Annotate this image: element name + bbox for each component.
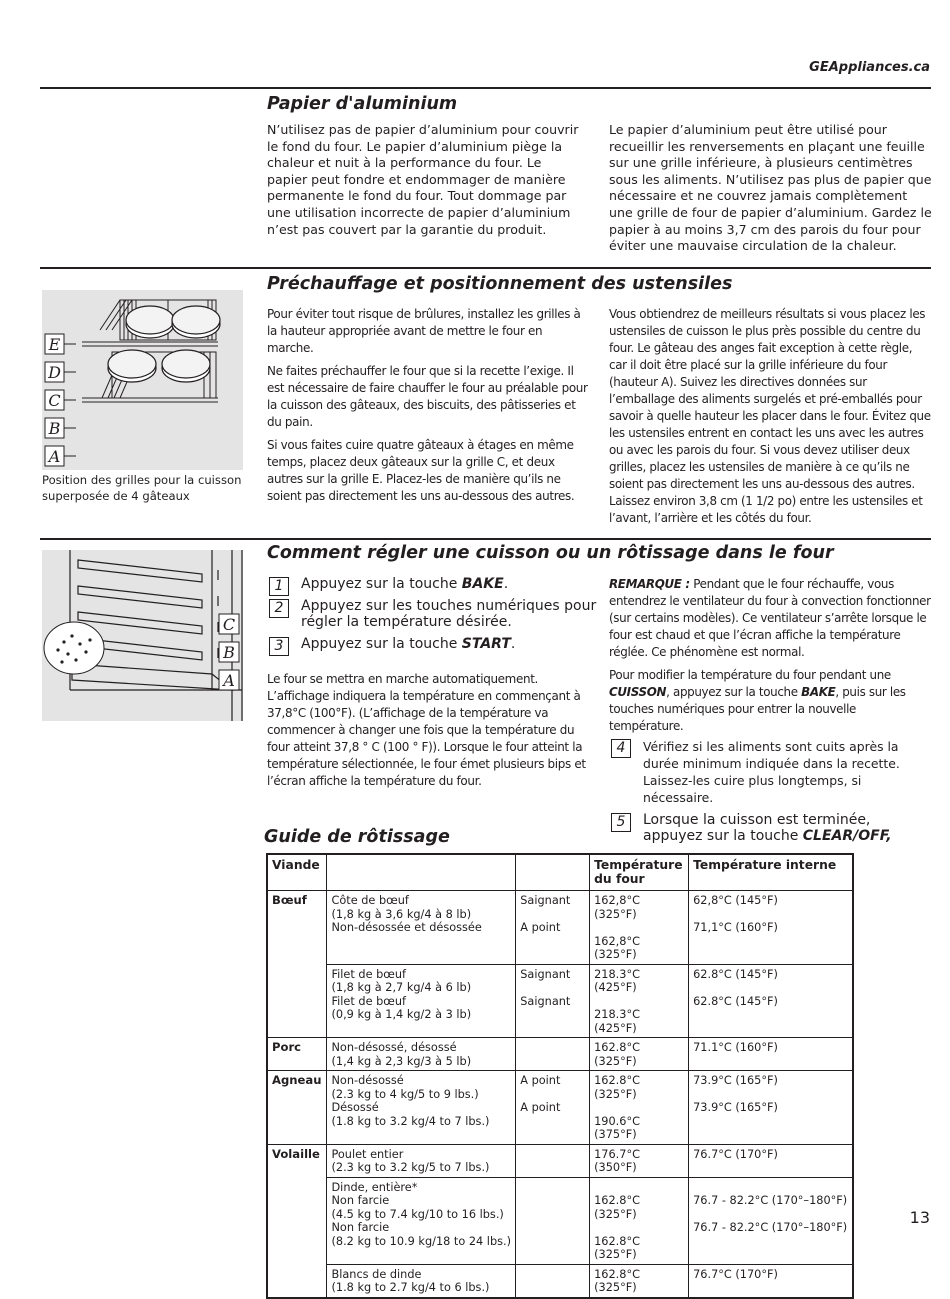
doneness-line: A point	[520, 1101, 561, 1114]
roast-guide-title: Guide de rôtissage	[264, 827, 450, 847]
bake-title: Comment régler une cuisson ou un rôtissage dans le four	[267, 543, 834, 563]
key-cuisson: CUISSON	[609, 685, 667, 699]
modify-text: , appuyez sur la touche	[666, 685, 802, 699]
internal-temp-cell	[689, 964, 853, 1038]
oven-temp-cell	[590, 891, 689, 965]
table-row	[267, 1144, 853, 1177]
header-internal-temp: Température interne	[689, 854, 853, 891]
oven-rack-illustration	[42, 290, 243, 470]
doneness-cell	[516, 1038, 590, 1071]
step-text: Appuyez sur les touches numériques pour régler la température désirée.	[301, 598, 597, 630]
internal-temp-cell: 71.1°C (160°F)	[689, 1038, 853, 1071]
doneness-cell	[516, 1264, 590, 1298]
internal-temp-cell: 76.7°C (170°F)	[689, 1264, 853, 1298]
internal-temp-line: 71,1°C (160°F)	[693, 921, 778, 934]
cut-line: Côte de bœuf	[331, 894, 409, 907]
section-divider	[40, 267, 931, 269]
internal-temp-line: 62.8°C (145°F)	[693, 967, 778, 981]
step-1	[267, 576, 597, 592]
oven-temp-cell: 162.8°C (325°F)	[590, 1264, 689, 1298]
preheat-right-text: Vous obtiendrez de meilleurs résultats si vous placez les ustensiles de cuisson le plus près possible du centre du four. Le gâteau des anges fait exception à cette règle, car il doit être placé sur la grille inférieure du four (hauteur A). Suivez les directives données sur l’emballage des aliments surgelés et pré-emballés pour savoir à quelle hauteur les placer dans le four. Évitez que les ustensiles entrent en contact les uns avec les autres ou avec les parois du four. Si vous devez utiliser deux grilles, placez les ustensiles de manière à ce qu’ils ne soient pas directement les uns au-dessous des autres. Laissez environ 3,8 cm (1 1/2 po) entre les ustensiles et l’avant, l’arrière et les côtés du four.	[609, 307, 931, 525]
internal-temp-cell	[689, 1071, 853, 1145]
step-number: 3	[269, 637, 289, 656]
bake-steps	[267, 576, 597, 658]
internal-temp-line: 62,8°C (145°F)	[693, 894, 778, 907]
cut-cell	[327, 1144, 516, 1177]
rack-label-c: C	[222, 615, 236, 634]
doneness-cell	[516, 1177, 590, 1264]
doneness-cell	[516, 891, 590, 965]
cut-cell	[327, 1038, 516, 1071]
cut-cell	[327, 964, 516, 1038]
section-divider	[40, 87, 931, 89]
cut-line: Filet de bœuf	[331, 994, 406, 1008]
step-number: 1	[269, 577, 289, 596]
internal-temp-cell	[689, 891, 853, 965]
internal-temp-line: 62.8°C (145°F)	[693, 994, 778, 1008]
table-header-row	[267, 854, 853, 891]
note-label: REMARQUE :	[609, 577, 690, 591]
oven-temp-line: 162,8°C (325°F)	[594, 934, 641, 961]
oven-temp-line: 218.3°C (425°F)	[594, 1008, 641, 1035]
cut-line: (8.2 kg to 10.9 kg/18 to 24 lbs.)	[331, 1234, 512, 1248]
step-2	[267, 598, 597, 630]
modify-paragraph	[609, 667, 931, 735]
foil-left-text: N’utilisez pas de papier d’aluminium pour couvrir le fond du four. Le papier d’aluminium piège la chaleur et nuit à la performance du four. Le papier peut fondre et endommager de manière permanente le fond du four. Tout dommage par une utilisation incorrecte de papier d’aluminium n’est pas couvert par la garantie du produit.	[267, 122, 579, 237]
roast-guide-table	[266, 853, 854, 1299]
table-row	[267, 1177, 853, 1264]
doneness-cell	[516, 964, 590, 1038]
header-cut	[327, 854, 516, 891]
rack-label-a: A	[223, 671, 235, 690]
cut-cell	[327, 1177, 516, 1264]
key-bake: BAKE	[461, 576, 504, 592]
meat-poultry: Volaille	[267, 1144, 327, 1298]
cut-line: Désossé	[331, 1101, 379, 1114]
oven-temp-line: 162.8°C (325°F)	[594, 1234, 641, 1261]
modify-text: Pour modifier la température du four pendant une	[609, 668, 891, 682]
header-meat: Viande	[267, 854, 327, 891]
oven-temp-line: 162.8°C (325°F)	[594, 1194, 641, 1221]
cut-line: Non-désossé	[331, 1074, 404, 1087]
page-number: 13	[909, 1208, 930, 1227]
foil-right-text: Le papier d’aluminium peut être utilisé pour recueillir les renversements en plaçant une feuille sur une grille inférieure, à plusieurs centimètres sous les aliments. N’utilisez pas plus de papier que nécessaire et ne couvrez jamais complètement une grille de four de papier d’aluminium. Gardez le papier à au moins 3,7 cm des parois du four pour éviter une mauvaise circulation de la chaleur.	[609, 122, 932, 254]
table-row	[267, 891, 853, 965]
rack-label-c: C	[48, 391, 61, 410]
doneness-line: Saignant	[520, 967, 571, 981]
bake-right-text	[609, 576, 931, 741]
cut-line: (1,4 kg à 2,3 kg/3 à 5 lb)	[331, 1054, 472, 1068]
rack-label-a: A	[48, 447, 61, 466]
note-text: Pendant que le four réchauffe, vous entendrez le ventilateur du four à convection fonctionner (sur certains modèles). Ce ventilateur s’arrête lorsque le four est chaud et que l’écran affiche la température réglée. Ce phénomène est normal.	[609, 577, 931, 659]
cut-line: (1,8 kg à 3,6 kg/4 à 8 lb)	[331, 907, 472, 921]
step-3	[267, 636, 597, 652]
cut-line: (4.5 kg to 7.4 kg/10 to 16 lbs.)	[331, 1207, 504, 1221]
table-row	[267, 1038, 853, 1071]
header-oven-temp: Température du four	[590, 854, 689, 891]
internal-temp-line: 76.7 - 82.2°C (170°–180°F)	[693, 1221, 848, 1234]
preheat-para-3: Si vous faites cuire quatre gâteaux à étages en même temps, placez deux gâteaux sur la grille C, et deux autres sur la grille E. Placez-les de manière qu’ils ne soient pas directement les uns au-dessous des autres.	[267, 438, 575, 503]
cut-cell	[327, 1264, 516, 1298]
rack-label-d: D	[48, 363, 61, 382]
oven-temp-cell: 162.8°C (325°F)	[590, 1038, 689, 1071]
step-text-end: .	[510, 636, 516, 652]
cut-line: (1,8 kg à 2,7 kg/4 à 6 lb)	[331, 981, 472, 994]
oven-temp-cell	[590, 1177, 689, 1264]
cut-line: Poulet entier	[331, 1147, 404, 1161]
table-row	[267, 1264, 853, 1298]
header-doneness	[516, 854, 590, 891]
step-text: Lorsque la cuisson est terminée, appuyez sur la touche	[643, 812, 871, 844]
cut-line: Filet de bœuf	[331, 967, 406, 981]
oven-interior-illustration	[42, 550, 243, 721]
cut-line: (1.8 kg to 2.7 kg/4 to 6 lbs.)	[331, 1281, 490, 1294]
cut-line: Non farcie	[331, 1194, 390, 1207]
cut-line: (2.3 kg to 4 kg/5 to 9 lbs.)	[331, 1087, 479, 1101]
modify-text: , puis sur les touches numériques pour entrer la nouvelle température.	[609, 685, 906, 733]
rack-figure-caption: Position des grilles pour la cuisson superposée de 4 gâteaux	[42, 473, 242, 503]
oven-temp-cell: 176.7°C (350°F)	[590, 1144, 689, 1177]
internal-temp-line: 73.9°C (165°F)	[693, 1101, 778, 1114]
key-clear-off: CLEAR/OFF,	[802, 828, 892, 844]
cut-cell	[327, 891, 516, 965]
preheat-para-2: Ne faites préchauffer le four que si la recette l’exige. Il est nécessaire de faire chauffer le four au préalable pour la cuisson des gâteaux, des biscuits, des pâtisseries et du pain.	[267, 364, 588, 429]
step-number: 5	[611, 813, 631, 832]
site-url: GEAppliances.ca	[809, 60, 930, 75]
bake-left-paragraph: Le four se mettra en marche automatiquement. L’affichage indiquera la température en commençant à 37,8°C (100°F). (L’affichage de la température va commencer à changer une fois que la température du four atteint 37,8 ° C (100 ° F)). Lorsque le four atteint la température sélectionnée, le four émet plusieurs bips et l’écran affiche la température du four.	[267, 672, 586, 788]
step-4	[609, 738, 934, 806]
step-text: Appuyez sur la touche	[301, 636, 462, 652]
cut-line: Non-désossée et désossée	[331, 921, 482, 934]
step-text: Appuyez sur la touche	[301, 576, 462, 592]
rack-label-b: B	[48, 419, 61, 438]
doneness-line: A point	[520, 921, 561, 934]
preheat-left-text	[267, 306, 588, 511]
cut-line: (0,9 kg à 1,4 kg/2 à 3 lb)	[331, 1008, 472, 1021]
key-start: START	[461, 636, 511, 652]
oven-temp-cell	[590, 1071, 689, 1145]
oven-temp-line: 162,8°C (325°F)	[594, 894, 641, 921]
key-bake: BAKE	[801, 685, 836, 699]
preheat-para-1: Pour éviter tout risque de brûlures, installez les grilles à la hauteur appropriée avant de mettre le four en marche.	[267, 307, 581, 355]
table-row	[267, 1071, 853, 1145]
note-paragraph	[609, 576, 931, 661]
oven-temp-cell	[590, 964, 689, 1038]
step-text-end: .	[503, 576, 509, 592]
internal-temp-cell: 76.7°C (170°F)	[689, 1144, 853, 1177]
doneness-cell	[516, 1144, 590, 1177]
meat-pork: Porc	[267, 1038, 327, 1071]
foil-title: Papier d'aluminium	[267, 94, 458, 114]
doneness-line: A point	[520, 1074, 561, 1087]
oven-temp-line: 190.6°C (375°F)	[594, 1114, 641, 1141]
internal-temp-line: 76.7 - 82.2°C (170°–180°F)	[693, 1194, 848, 1207]
cut-line: (2.3 kg to 3.2 kg/5 to 7 lbs.)	[331, 1161, 490, 1174]
rack-position-figure	[42, 290, 243, 470]
doneness-cell	[516, 1071, 590, 1145]
cut-cell	[327, 1071, 516, 1145]
cut-line: Non-désossé, désossé	[331, 1041, 457, 1054]
internal-temp-cell	[689, 1177, 853, 1264]
doneness-line: Saignant	[520, 894, 571, 907]
meat-beef: Bœuf	[267, 891, 327, 1038]
oven-temp-line: 218.3°C (425°F)	[594, 967, 641, 994]
cut-line: Dinde, entière*	[331, 1180, 418, 1194]
preheat-title: Préchauffage et positionnement des ustensiles	[267, 274, 733, 294]
rack-label-b: B	[223, 643, 235, 662]
oven-temp-line: 162.8°C (325°F)	[594, 1074, 641, 1101]
step-number: 2	[269, 599, 289, 618]
doneness-line: Saignant	[520, 994, 571, 1008]
step-5	[609, 812, 934, 844]
rack-label-e: E	[48, 335, 61, 354]
meat-lamb: Agneau	[267, 1071, 327, 1145]
cut-line: Non farcie	[331, 1221, 390, 1234]
step-number: 4	[611, 739, 631, 758]
cut-line: Blancs de dinde	[331, 1267, 422, 1281]
step-text: Vérifiez si les aliments sont cuits après la durée minimum indiquée dans la recette. Laissez-les cuire plus longtemps, si nécessaire.	[643, 739, 900, 805]
table-row	[267, 964, 853, 1038]
bake-steps-right	[609, 738, 934, 850]
internal-temp-line: 73.9°C (165°F)	[693, 1074, 778, 1087]
oven-interior-figure	[42, 550, 243, 721]
section-divider	[40, 538, 931, 540]
cut-line: (1.8 kg to 3.2 kg/4 to 7 lbs.)	[331, 1114, 490, 1128]
